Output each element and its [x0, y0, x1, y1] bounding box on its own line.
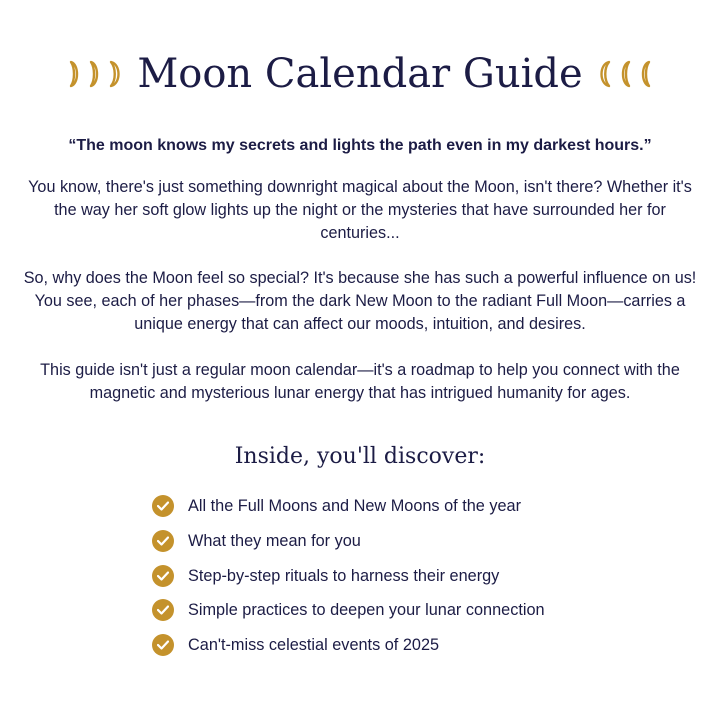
- checkmark-circle-icon: [152, 599, 174, 621]
- title-row: [0, 44, 720, 104]
- crescent-moon-icon: [87, 60, 103, 88]
- discover-heading: Inside, you'll discover:: [234, 444, 486, 469]
- intro-paragraph-2: So, why does the Moon feel so special? It's because she has such a powerful influence on us! You see, each of her phases—from the dark New Moon to the radiant Full Moon—carries a unique energy that can affect our moods, intuition, and desires.: [23, 269, 697, 333]
- list-item: [152, 593, 692, 628]
- checkmark-circle-icon: [152, 530, 174, 552]
- list-item: [152, 524, 692, 559]
- crescent-moon-icon: [107, 60, 123, 88]
- checkmark-circle-icon: [152, 565, 174, 587]
- page-title: Moon Calendar Guide: [137, 51, 583, 97]
- list-item: [152, 558, 692, 593]
- crescent-moon-icon: [597, 60, 613, 88]
- intro-paragraph-3: This guide isn't just a regular moon calendar—it's a roadmap to help you connect with the magnetic and mysterious lunar energy that has intrigued humanity for ages.: [40, 361, 680, 402]
- right-crescent-moons-icon: [597, 60, 653, 88]
- discover-list: [152, 489, 692, 662]
- crescent-moon-icon: [617, 60, 633, 88]
- list-item-text: What they mean for you: [188, 532, 361, 551]
- list-item-text: Can't-miss celestial events of 2025: [188, 636, 440, 655]
- intro-quote: “The moon knows my secrets and lights the path even in my darkest hours.”: [68, 137, 652, 154]
- left-crescent-moons-icon: [67, 60, 123, 88]
- checkmark-circle-icon: [152, 495, 174, 517]
- list-item-text: All the Full Moons and New Moons of the year: [188, 497, 522, 516]
- list-item-text: Step-by-step rituals to harness their energy: [188, 566, 500, 585]
- intro-paragraph-1: You know, there's just something downright magical about the Moon, isn't there? Whether it's the way her soft glow lights up the night or the mysteries that have surrounded her for centuries...: [28, 178, 692, 242]
- crescent-moon-icon: [67, 60, 83, 88]
- list-item: [152, 489, 692, 524]
- crescent-moon-icon: [637, 60, 653, 88]
- list-item: [152, 628, 692, 663]
- list-item-text: Simple practices to deepen your lunar connection: [188, 601, 545, 620]
- checkmark-circle-icon: [152, 634, 174, 656]
